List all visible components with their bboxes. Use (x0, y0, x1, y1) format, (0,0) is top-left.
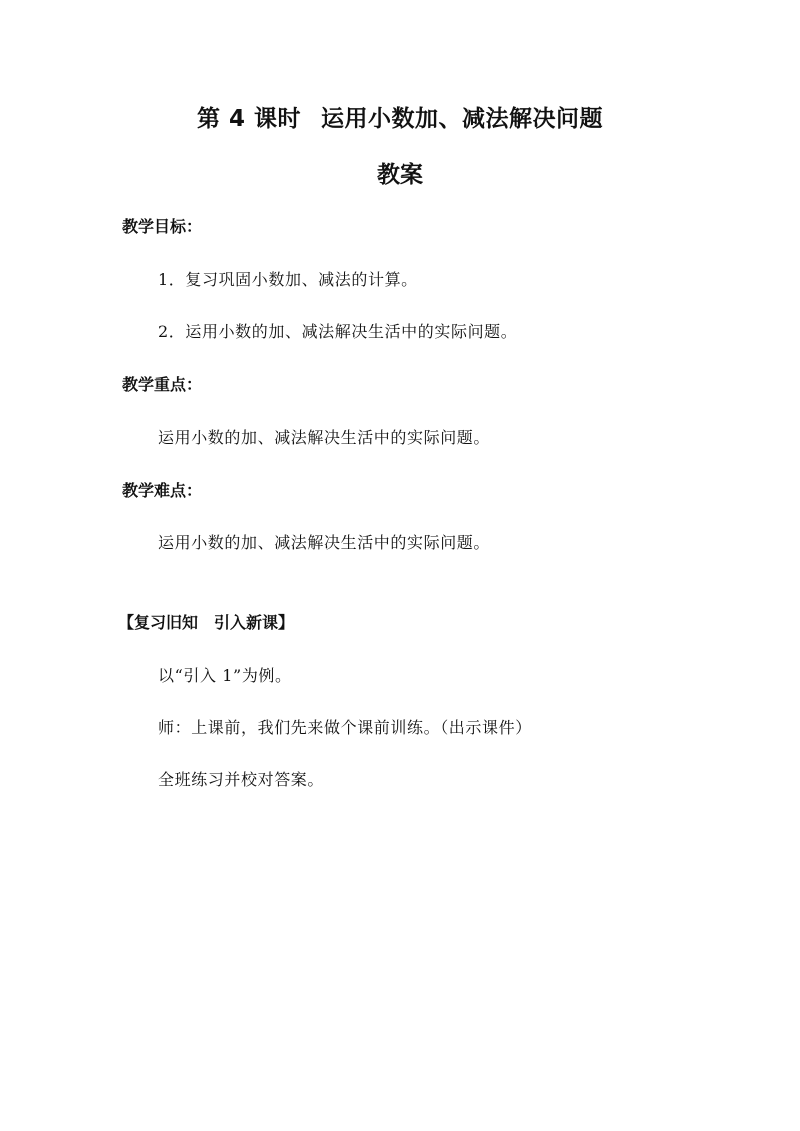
section-paragraph-2: 师：上课前，我们先来做个课前训练。（出示课件） (158, 718, 532, 737)
objectives-heading: 教学目标： (122, 217, 203, 236)
document-subtitle: 教案 (377, 162, 423, 188)
difficult-points-heading: 教学难点： (122, 481, 203, 500)
document-title (0, 100, 800, 133)
objective-item-2: 2．运用小数的加、减法解决生活中的实际问题。 (158, 322, 518, 341)
title-lesson-number: 第 4 课时 (196, 106, 302, 132)
title-topic: 运用小数加、减法解决问题 (321, 106, 604, 132)
section-paragraph-1: 以“引入 1”为例。 (158, 666, 292, 685)
objective-item-1: 1．复习巩固小数加、减法的计算。 (158, 270, 418, 289)
key-points-text: 运用小数的加、减法解决生活中的实际问题。 (158, 428, 491, 447)
section-heading: 【复习旧知 引入新课】 (118, 613, 295, 632)
difficult-points-text: 运用小数的加、减法解决生活中的实际问题。 (158, 533, 491, 552)
section-paragraph-3: 全班练习并校对答案。 (158, 770, 325, 789)
key-points-heading: 教学重点： (122, 375, 203, 394)
